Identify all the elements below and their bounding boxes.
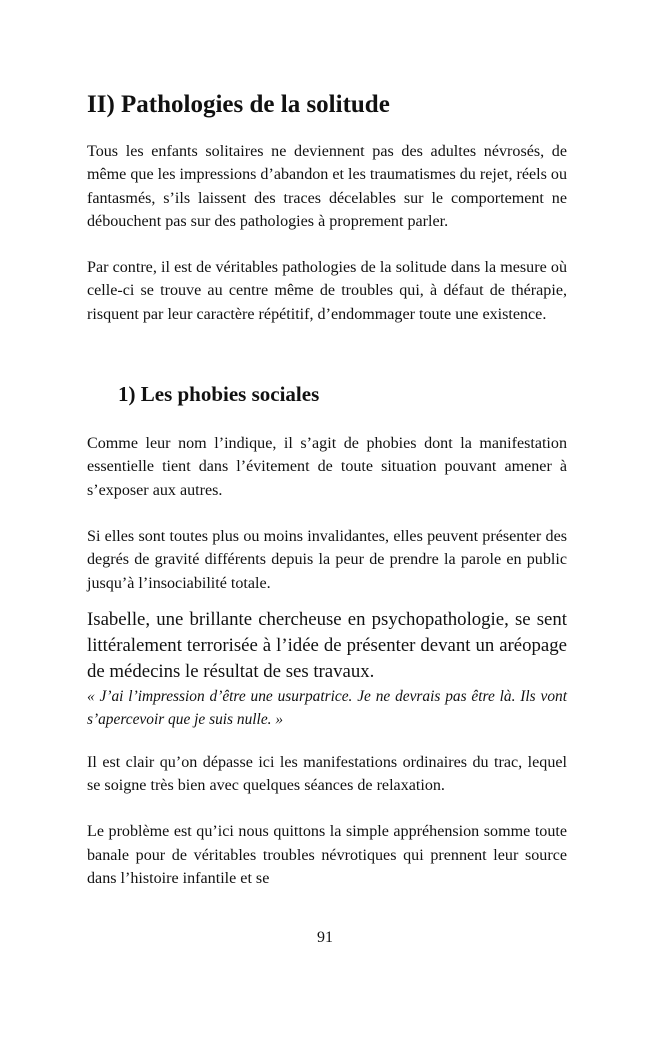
section-paragraph-3: Il est clair qu’on dépasse ici les manifestations ordinaires du trac, lequel se soigne très bien avec quelques séances de relaxation. <box>87 753 567 795</box>
page-body <box>87 88 567 890</box>
case-paragraph: Isabelle, une brillante chercheuse en psychopathologie, se sent littéralement terrorisée à l’idée de présenter devant un aréopage de médecins le résultat de ses travaux. <box>87 608 567 682</box>
section-title: 1) Les phobies sociales <box>118 382 320 407</box>
chapter-title: II) Pathologies de la solitude <box>87 91 390 118</box>
intro-paragraph-2: Par contre, il est de véritables pathologies de la solitude dans la mesure où celle-ci se trouve au centre même de troubles qui, à défaut de thérapie, risquent par leur caractère répétitif, d’endommager toute une existence. <box>87 259 567 323</box>
page-number: 91 <box>317 929 333 946</box>
section-paragraph-4: Le problème est qu’ici nous quittons la simple appréhension somme toute banale pour de véritables troubles névrotiques qui prennent leur source dans l’histoire infantile et se <box>87 823 567 888</box>
section-paragraph-2: Si elles sont toutes plus ou moins invalidantes, elles peuvent présenter des degrés de gravité différents depuis la peur de prendre la parole en public jusqu’à l’insociabilité totale. <box>87 527 567 592</box>
section-paragraph-1: Comme leur nom l’indique, il s’agit de phobies dont la manifestation essentielle tient dans l’évitement de toute situation pouvant amener à s’exposer aux autres. <box>87 435 567 499</box>
patient-quote: « J’ai l’impression d’être une usurpatrice. Je ne devrais pas être là. Ils vont s’apercevoir que je suis nulle. » <box>87 687 567 728</box>
intro-paragraph-1: Tous les enfants solitaires ne deviennent pas des adultes névrosés, de même que les impressions d’abandon et les traumatismes du rejet, réels ou fantasmés, s’ils laissent des traces décelables sur le comportement ne débouchent pas sur des pathologies à proprement parler. <box>87 143 567 230</box>
